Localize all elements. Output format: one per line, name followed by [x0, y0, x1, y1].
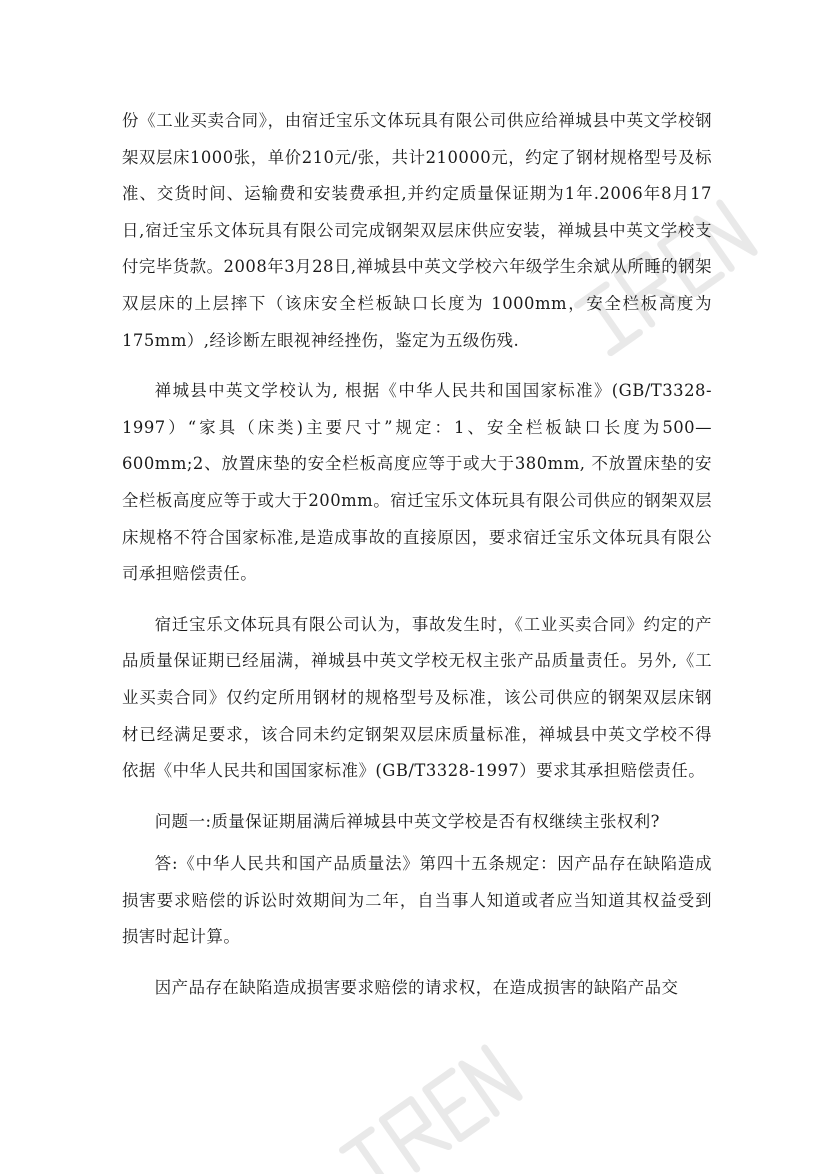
- document-body: [122, 103, 712, 1021]
- paragraph-continuation: 因产品存在缺陷造成损害要求赔偿的请求权，在造成损害的缺陷产品交: [154, 978, 679, 998]
- paragraph-school-claim: 禅城县中英文学校认为, 根据《中华人民共和国国家标准》(GB/T3328-1997）“家具（床类)主要尺寸”规定：1、安全栏板缺口长度为500—600mm;2、放置床垫的安全栏板高度应等于或大于380mm, 不放置床垫的安全栏板高度应等于或大于200mm。宿迁宝乐文体玩具有限公司供应的钢架双层床规格不符合国家标准,是造成事故的直接原因，要求宿迁宝乐文体玩具有限公司承担赔偿责任。: [122, 381, 712, 584]
- paragraph-question-one: 问题一:质量保证期届满后禅城县中英文学校是否有权继续主张权利?: [154, 811, 660, 831]
- paragraph-answer: 答:《中华人民共和国产品质量法》第四十五条规定：因产品存在缺陷造成损害要求赔偿的诉讼时效期间为二年，自当事人知道或者应当知道其权益受到损害时起计算。: [122, 854, 712, 947]
- paragraph-supplier-defense: 宿迁宝乐文体玩具有限公司认为，事故发生时，《工业买卖合同》约定的产品质量保证期已经届满，禅城县中英文学校无权主张产品质量责任。另外,《工业买卖合同》仅约定所用钢材的规格型号及标准，该公司供应的钢架双层床钢材已经满足要求，该合同未约定钢架双层床质量标准，禅城县中英文学校不得依据《中华人民共和国国家标准》(GB/T3328-1997）要求其承担赔偿责任。: [122, 614, 712, 781]
- paragraph-contract-facts: 份《工业买卖合同》，由宿迁宝乐文体玩具有限公司供应给禅城县中英文学校钢架双层床1000张，单价210元/张，共计210000元，约定了钢材规格型号及标准、交货时间、运输费和安装费承担,并约定质量保证期为1年.2006年8月17日,宿迁宝乐文体玩具有限公司完成钢架双层床供应安装，禅城县中英文学校支付完毕货款。2008年3月28日,禅城县中英文学校六年级学生余斌从所睡的钢架双层床的上层摔下（该床安全栏板缺口长度为 1000mm，安全栏板高度为175mm）,经诊断左眼视神经挫伤，鉴定为五级伤残.: [122, 111, 712, 350]
